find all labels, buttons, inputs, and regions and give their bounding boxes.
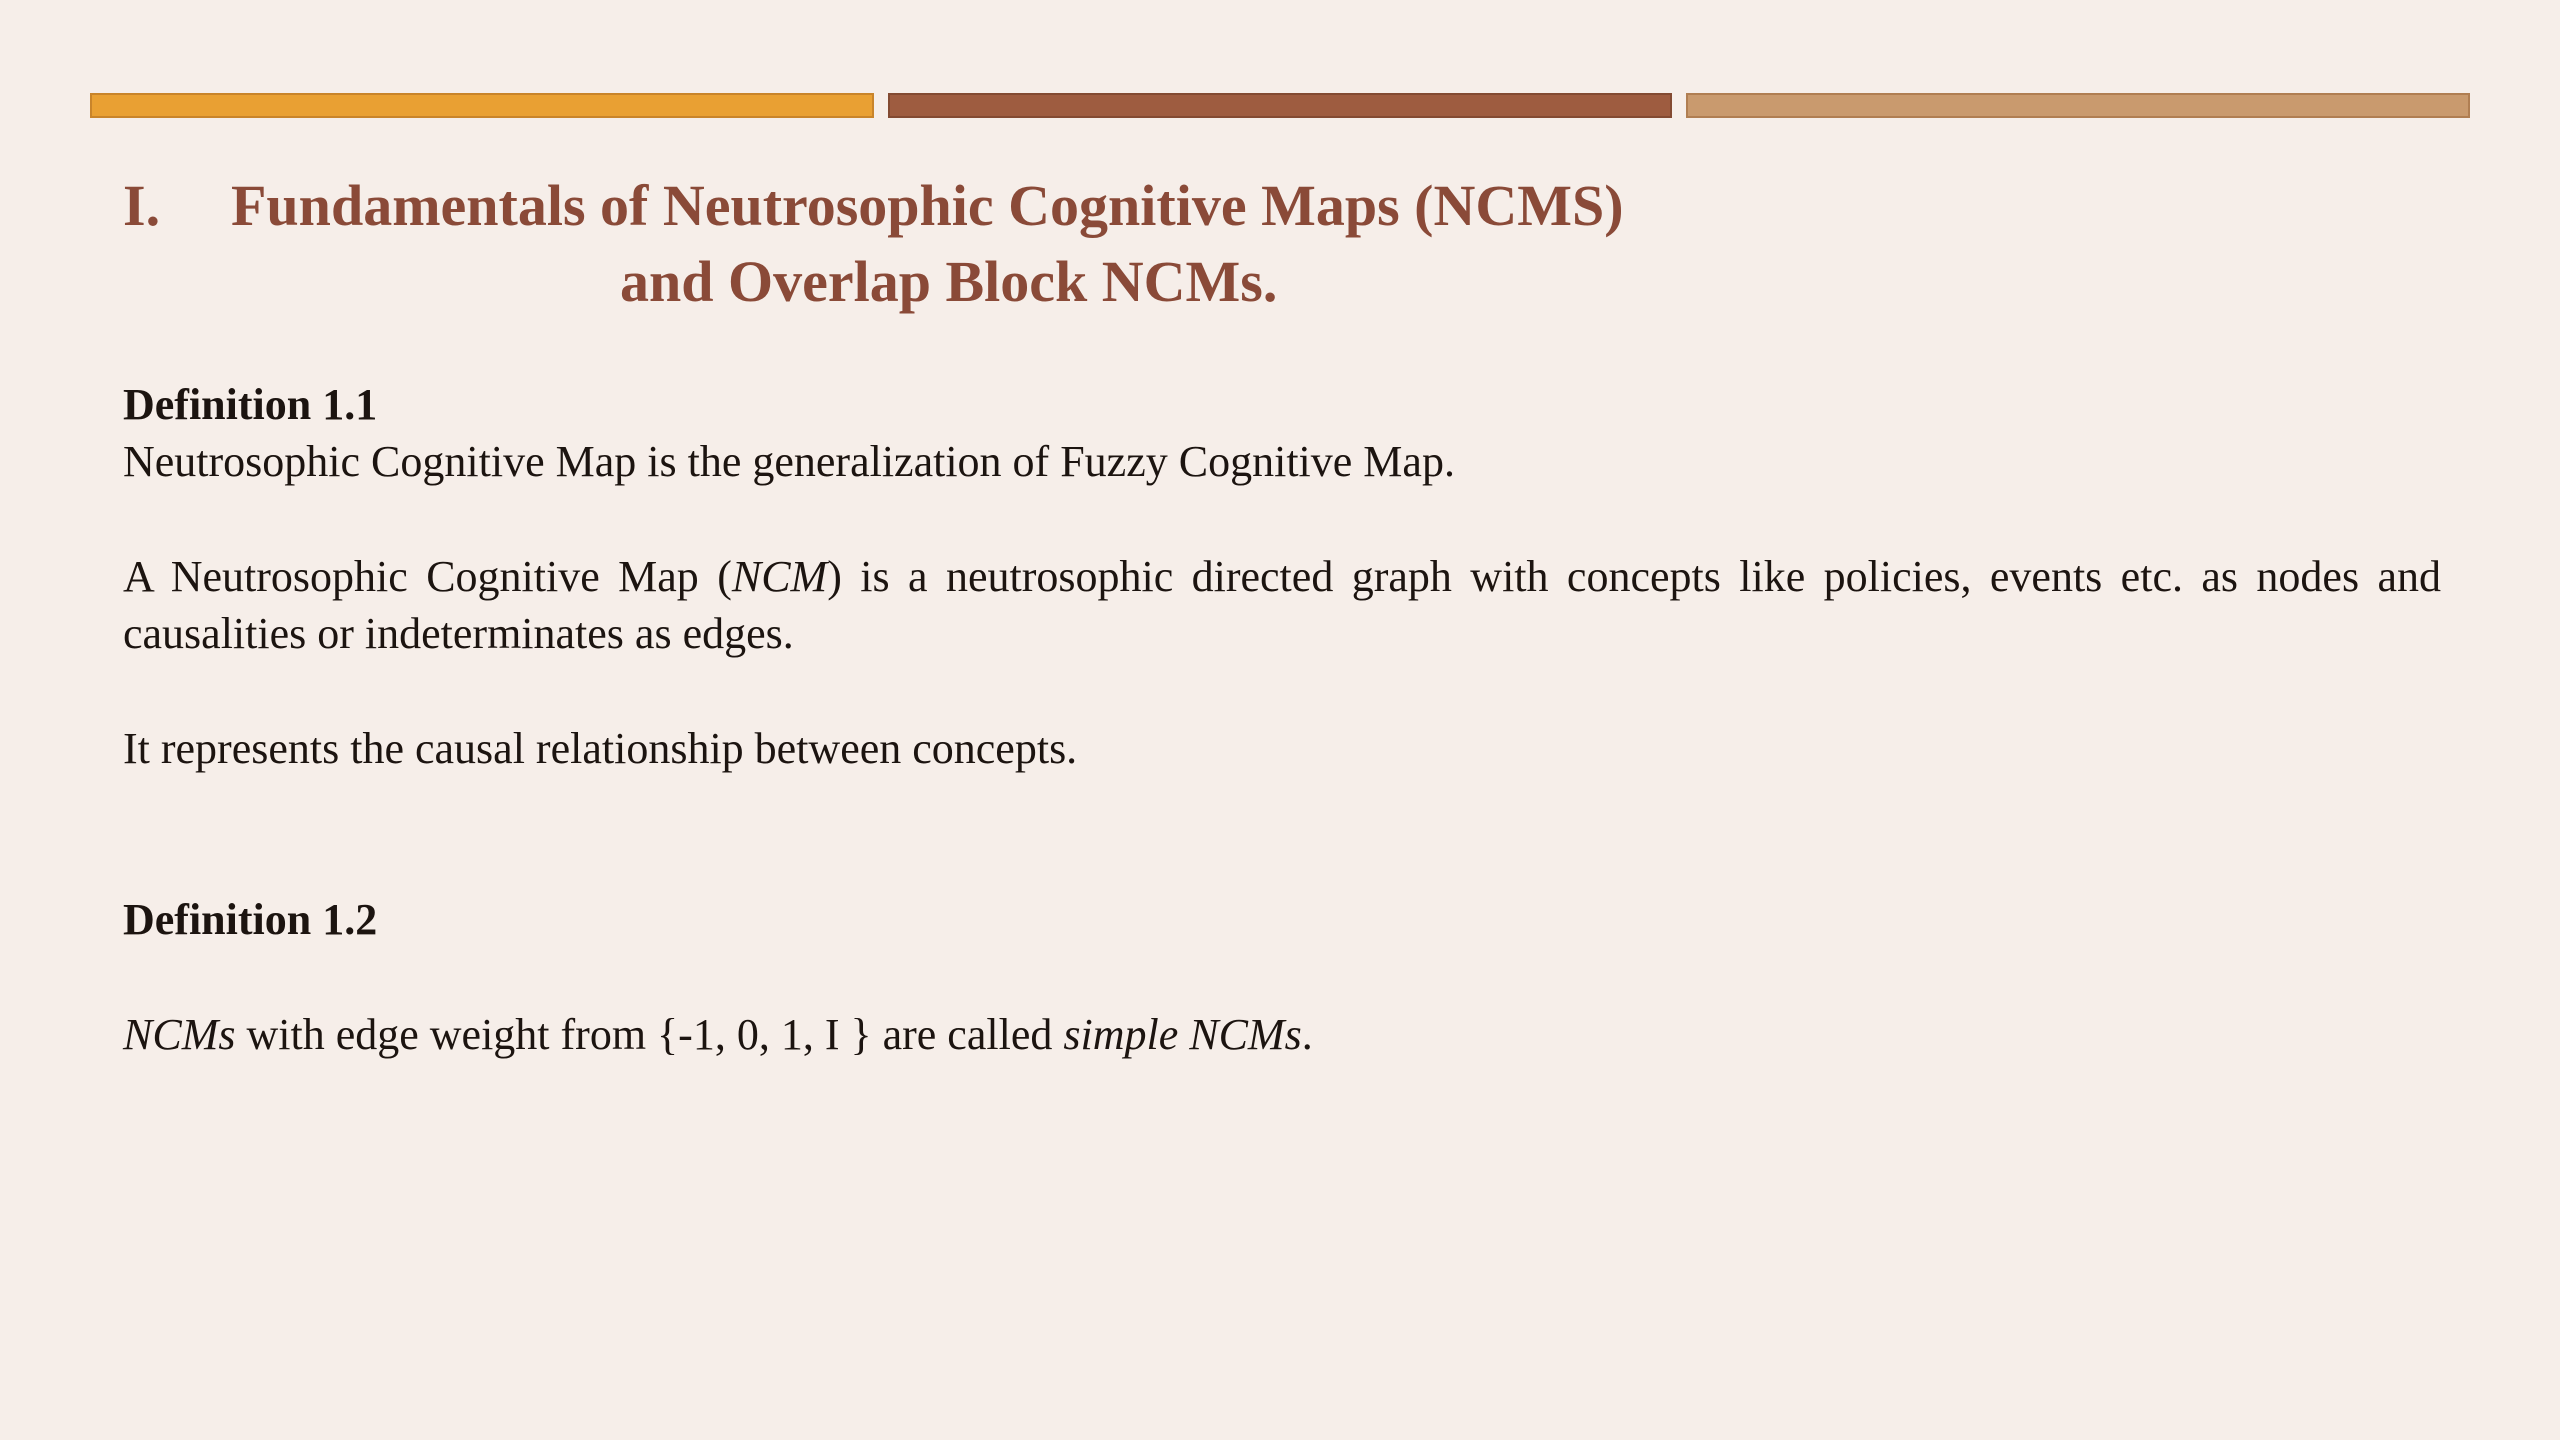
definition-2-middle: with edge weight from {-1, 0, 1, I } are called — [235, 1010, 1064, 1059]
slide-title — [123, 168, 2323, 320]
definition-1-sentence: Neutrosophic Cognitive Map is the generalization of Fuzzy Cognitive Map. — [123, 437, 1455, 486]
slide-body — [123, 376, 2441, 1063]
title-line-2: and Overlap Block NCMs. — [620, 249, 1278, 314]
simple-ncms-term: simple NCMs — [1063, 1010, 1302, 1059]
definition-2-sentence — [123, 1006, 2441, 1063]
definition-1-heading: Definition 1.1 — [123, 380, 378, 429]
header-bar-tan — [1686, 93, 2470, 118]
definition-2-end: . — [1301, 1010, 1313, 1059]
title-text-line-1: Fundamentals of Neutrosophic Cognitive Maps (NCMS) — [231, 173, 1624, 238]
ncms-subject: NCMs — [123, 1010, 236, 1059]
paragraph-text-end: ) is a neutrosophic directed graph with concepts like policies, events etc. as nodes and causalities or indeterminates as edges. — [123, 552, 2441, 658]
decorative-header-bars — [90, 93, 2470, 118]
paragraph-text-start: A Neutrosophic Cognitive Map ( — [123, 552, 732, 601]
definition-1-paragraph — [123, 548, 2441, 662]
definition-1-causal-sentence: It represents the causal relationship between concepts. — [123, 724, 1078, 773]
header-bar-brown — [888, 93, 1672, 118]
section-number: I. — [123, 173, 161, 238]
title-line-1 — [123, 168, 2323, 244]
definition-2-heading: Definition 1.2 — [123, 895, 378, 944]
header-bar-orange — [90, 93, 874, 118]
ncm-abbreviation: NCM — [731, 552, 828, 601]
